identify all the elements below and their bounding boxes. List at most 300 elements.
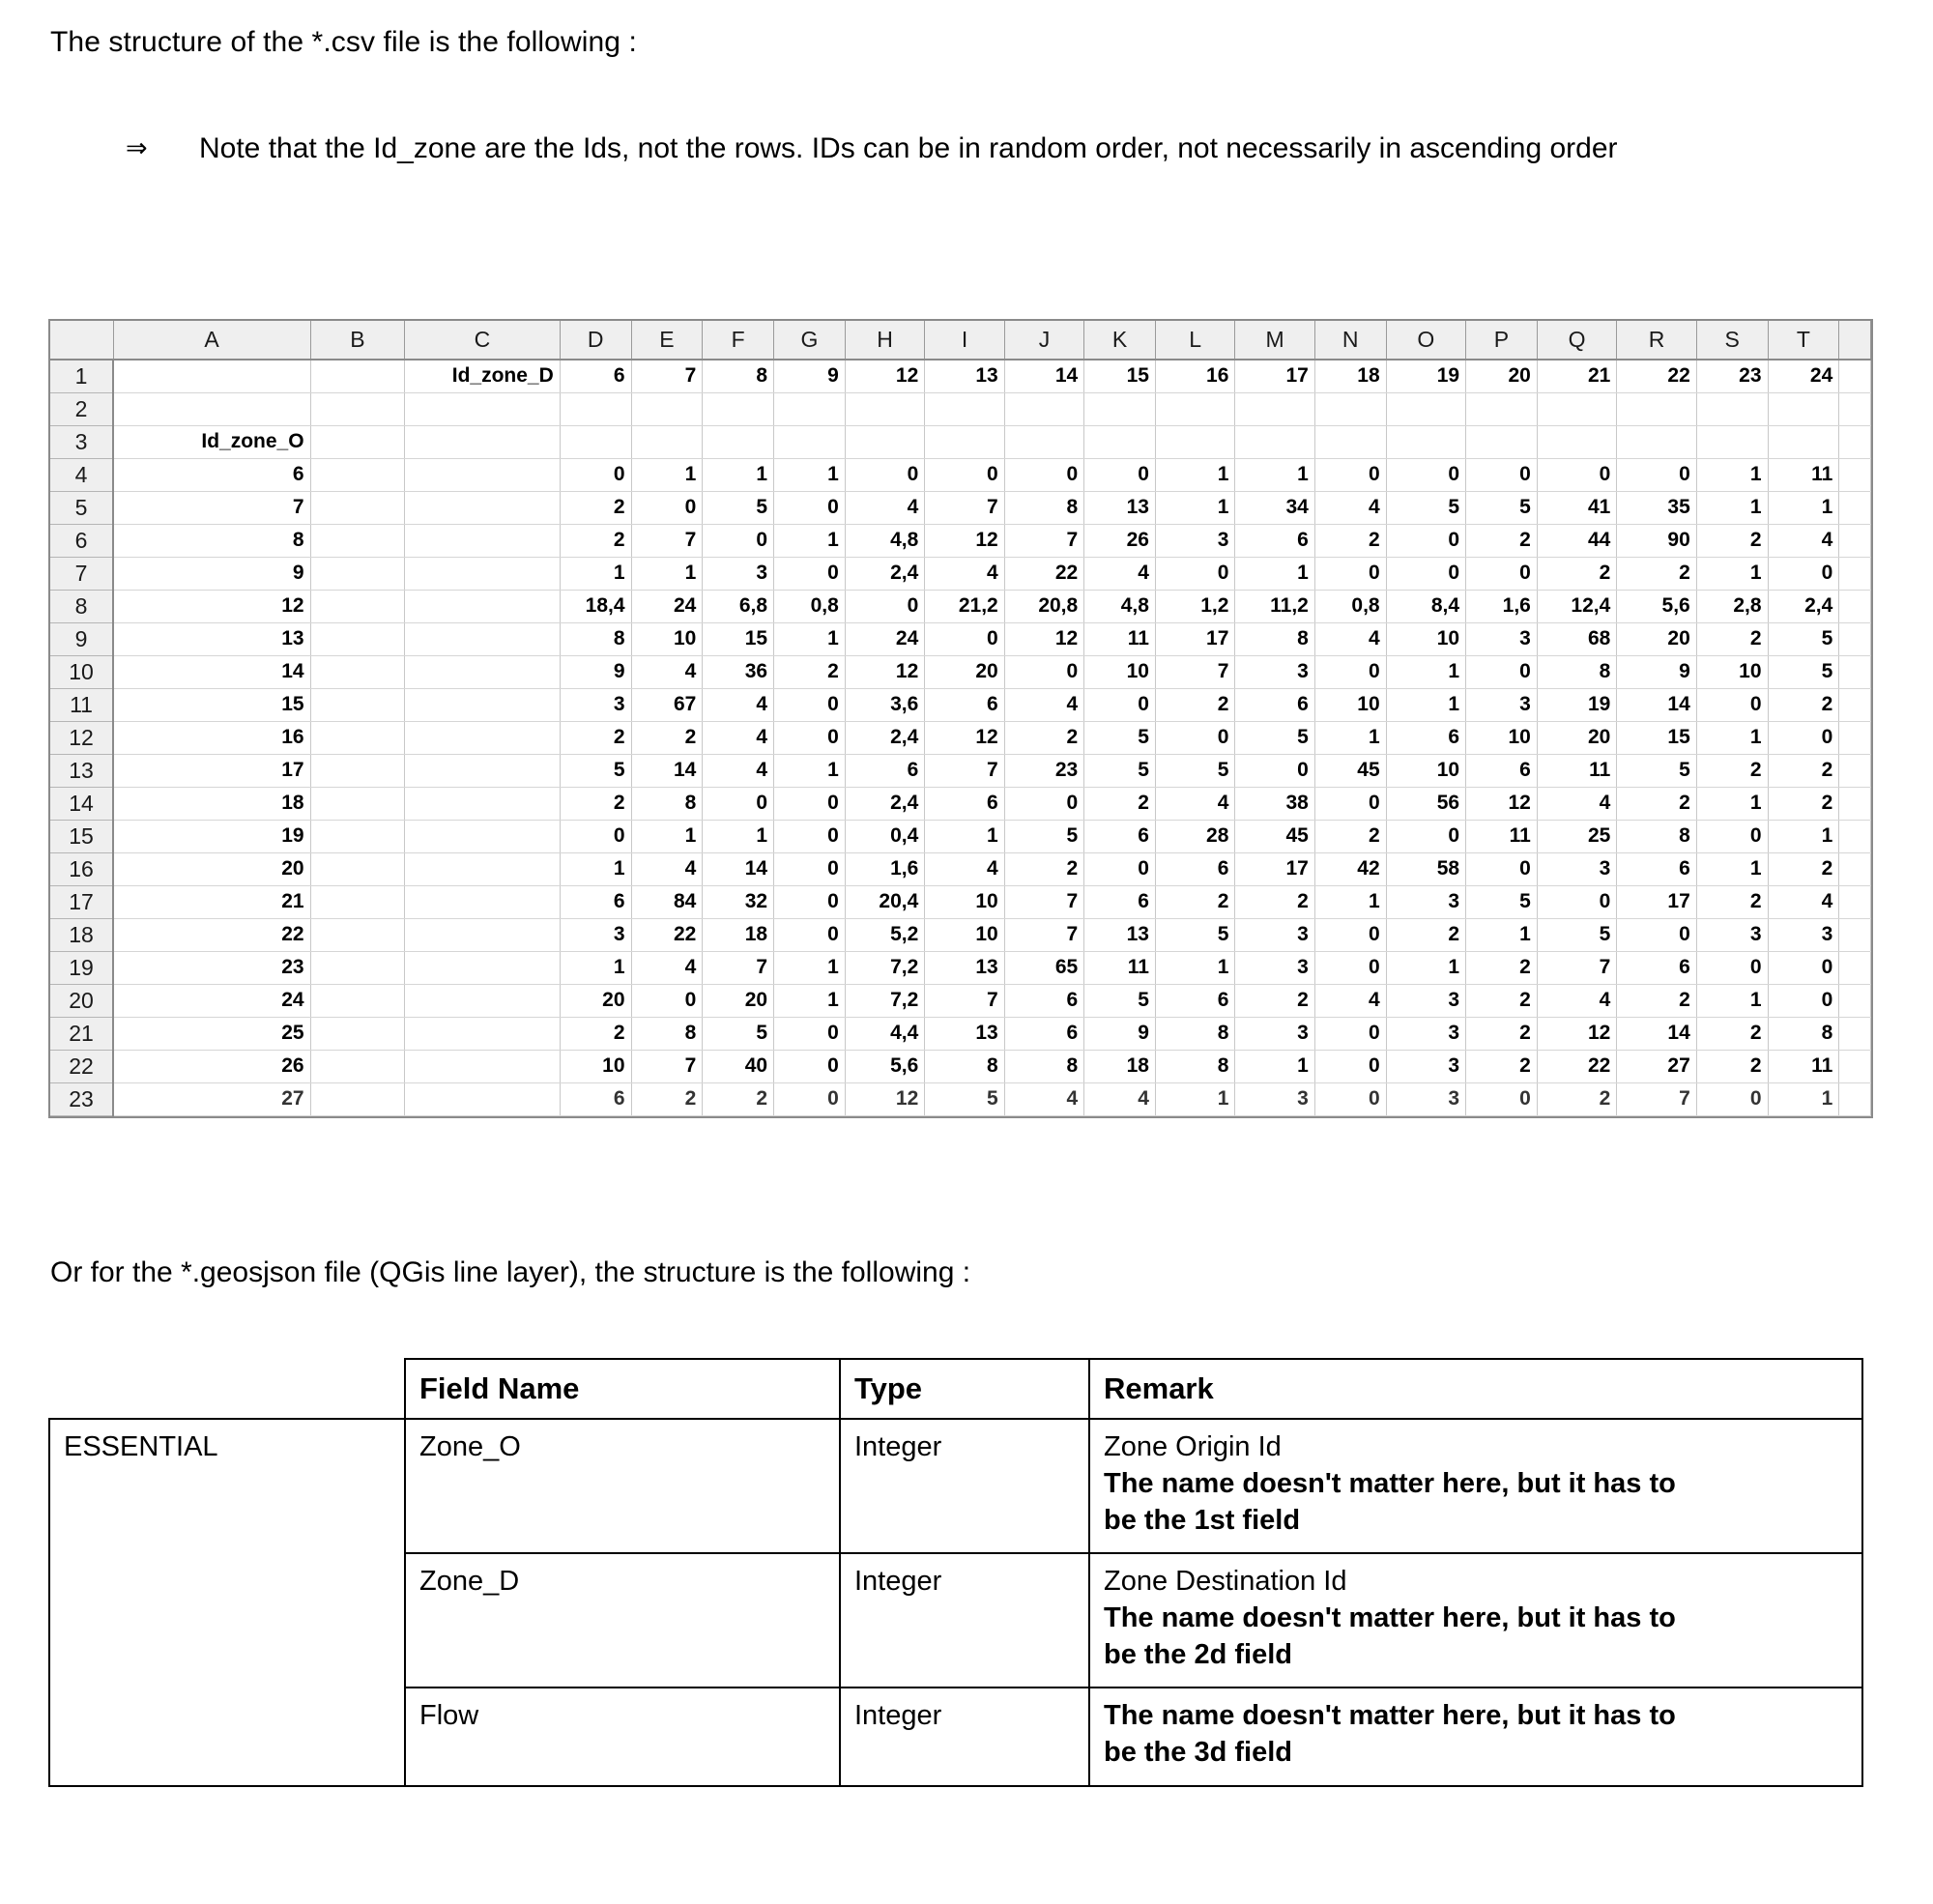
cell-S2[interactable] xyxy=(1696,392,1768,425)
cell-D6[interactable]: 2 xyxy=(560,524,631,557)
cell-N21[interactable]: 0 xyxy=(1314,1017,1386,1050)
cell-K11[interactable]: 0 xyxy=(1084,688,1156,721)
cell-overflow-18[interactable] xyxy=(1839,918,1871,951)
cell-J5[interactable]: 8 xyxy=(1004,491,1083,524)
cell-overflow-12[interactable] xyxy=(1839,721,1871,754)
cell-K1[interactable]: 15 xyxy=(1084,360,1156,392)
cell-N23[interactable]: 0 xyxy=(1314,1082,1386,1115)
cell-R3[interactable] xyxy=(1617,425,1696,458)
cell-M22[interactable]: 1 xyxy=(1235,1050,1314,1082)
cell-J10[interactable]: 0 xyxy=(1004,655,1083,688)
cell-Q11[interactable]: 19 xyxy=(1537,688,1616,721)
cell-overflow-7[interactable] xyxy=(1839,557,1871,590)
row-header-12[interactable]: 12 xyxy=(50,721,113,754)
cell-P2[interactable] xyxy=(1466,392,1538,425)
cell-S12[interactable]: 1 xyxy=(1696,721,1768,754)
cell-L17[interactable]: 2 xyxy=(1155,885,1234,918)
cell-E11[interactable]: 67 xyxy=(631,688,703,721)
row-header-7[interactable]: 7 xyxy=(50,557,113,590)
cell-P19[interactable]: 2 xyxy=(1466,951,1538,984)
cell-H10[interactable]: 12 xyxy=(845,655,924,688)
cell-M6[interactable]: 6 xyxy=(1235,524,1314,557)
cell-M10[interactable]: 3 xyxy=(1235,655,1314,688)
cell-I15[interactable]: 1 xyxy=(925,820,1004,852)
cell-M20[interactable]: 2 xyxy=(1235,984,1314,1017)
cell-D3[interactable] xyxy=(560,425,631,458)
cell-P23[interactable]: 0 xyxy=(1466,1082,1538,1115)
cell-B16[interactable] xyxy=(310,852,405,885)
col-header-Q[interactable]: Q xyxy=(1537,321,1616,360)
cell-M19[interactable]: 3 xyxy=(1235,951,1314,984)
cell-O2[interactable] xyxy=(1386,392,1465,425)
cell-C12[interactable] xyxy=(405,721,561,754)
col-header-J[interactable]: J xyxy=(1004,321,1083,360)
cell-O18[interactable]: 2 xyxy=(1386,918,1465,951)
cell-N12[interactable]: 1 xyxy=(1314,721,1386,754)
cell-K8[interactable]: 4,8 xyxy=(1084,590,1156,622)
cell-J15[interactable]: 5 xyxy=(1004,820,1083,852)
cell-L4[interactable]: 1 xyxy=(1155,458,1234,491)
cell-O16[interactable]: 58 xyxy=(1386,852,1465,885)
col-header-B[interactable]: B xyxy=(310,321,405,360)
cell-M9[interactable]: 8 xyxy=(1235,622,1314,655)
cell-D16[interactable]: 1 xyxy=(560,852,631,885)
cell-T19[interactable]: 0 xyxy=(1768,951,1839,984)
cell-Q3[interactable] xyxy=(1537,425,1616,458)
cell-B14[interactable] xyxy=(310,787,405,820)
cell-E9[interactable]: 10 xyxy=(631,622,703,655)
cell-S23[interactable]: 0 xyxy=(1696,1082,1768,1115)
cell-Q12[interactable]: 20 xyxy=(1537,721,1616,754)
cell-F12[interactable]: 4 xyxy=(703,721,774,754)
cell-G10[interactable]: 2 xyxy=(774,655,846,688)
cell-O19[interactable]: 1 xyxy=(1386,951,1465,984)
cell-H20[interactable]: 7,2 xyxy=(845,984,924,1017)
cell-F16[interactable]: 14 xyxy=(703,852,774,885)
cell-A20[interactable]: 24 xyxy=(113,984,310,1017)
cell-B18[interactable] xyxy=(310,918,405,951)
cell-R12[interactable]: 15 xyxy=(1617,721,1696,754)
cell-S3[interactable] xyxy=(1696,425,1768,458)
cell-A18[interactable]: 22 xyxy=(113,918,310,951)
cell-N5[interactable]: 4 xyxy=(1314,491,1386,524)
cell-K7[interactable]: 4 xyxy=(1084,557,1156,590)
cell-E6[interactable]: 7 xyxy=(631,524,703,557)
cell-A4[interactable]: 6 xyxy=(113,458,310,491)
cell-L1[interactable]: 16 xyxy=(1155,360,1234,392)
cell-D17[interactable]: 6 xyxy=(560,885,631,918)
cell-S11[interactable]: 0 xyxy=(1696,688,1768,721)
cell-overflow-5[interactable] xyxy=(1839,491,1871,524)
col-header-S[interactable]: S xyxy=(1696,321,1768,360)
cell-T11[interactable]: 2 xyxy=(1768,688,1839,721)
row-header-2[interactable]: 2 xyxy=(50,392,113,425)
cell-G5[interactable]: 0 xyxy=(774,491,846,524)
cell-C7[interactable] xyxy=(405,557,561,590)
cell-I8[interactable]: 21,2 xyxy=(925,590,1004,622)
cell-L23[interactable]: 1 xyxy=(1155,1082,1234,1115)
cell-T7[interactable]: 0 xyxy=(1768,557,1839,590)
cell-N13[interactable]: 45 xyxy=(1314,754,1386,787)
cell-S21[interactable]: 2 xyxy=(1696,1017,1768,1050)
cell-I6[interactable]: 12 xyxy=(925,524,1004,557)
cell-L22[interactable]: 8 xyxy=(1155,1050,1234,1082)
cell-P16[interactable]: 0 xyxy=(1466,852,1538,885)
cell-B17[interactable] xyxy=(310,885,405,918)
cell-K14[interactable]: 2 xyxy=(1084,787,1156,820)
cell-J2[interactable] xyxy=(1004,392,1083,425)
cell-O17[interactable]: 3 xyxy=(1386,885,1465,918)
cell-P17[interactable]: 5 xyxy=(1466,885,1538,918)
cell-D19[interactable]: 1 xyxy=(560,951,631,984)
cell-R2[interactable] xyxy=(1617,392,1696,425)
cell-F22[interactable]: 40 xyxy=(703,1050,774,1082)
cell-I14[interactable]: 6 xyxy=(925,787,1004,820)
col-header-E[interactable]: E xyxy=(631,321,703,360)
cell-C18[interactable] xyxy=(405,918,561,951)
cell-L18[interactable]: 5 xyxy=(1155,918,1234,951)
cell-J22[interactable]: 8 xyxy=(1004,1050,1083,1082)
cell-C22[interactable] xyxy=(405,1050,561,1082)
cell-E16[interactable]: 4 xyxy=(631,852,703,885)
cell-H16[interactable]: 1,6 xyxy=(845,852,924,885)
cell-L8[interactable]: 1,2 xyxy=(1155,590,1234,622)
cell-R5[interactable]: 35 xyxy=(1617,491,1696,524)
cell-L7[interactable]: 0 xyxy=(1155,557,1234,590)
cell-C2[interactable] xyxy=(405,392,561,425)
cell-P21[interactable]: 2 xyxy=(1466,1017,1538,1050)
row-header-23[interactable]: 23 xyxy=(50,1082,113,1115)
cell-D18[interactable]: 3 xyxy=(560,918,631,951)
cell-S19[interactable]: 0 xyxy=(1696,951,1768,984)
cell-K20[interactable]: 5 xyxy=(1084,984,1156,1017)
cell-K19[interactable]: 11 xyxy=(1084,951,1156,984)
cell-I20[interactable]: 7 xyxy=(925,984,1004,1017)
col-header-overflow[interactable] xyxy=(1839,321,1871,360)
col-header-I[interactable]: I xyxy=(925,321,1004,360)
cell-B13[interactable] xyxy=(310,754,405,787)
cell-K12[interactable]: 5 xyxy=(1084,721,1156,754)
cell-P4[interactable]: 0 xyxy=(1466,458,1538,491)
cell-O6[interactable]: 0 xyxy=(1386,524,1465,557)
cell-L19[interactable]: 1 xyxy=(1155,951,1234,984)
cell-I5[interactable]: 7 xyxy=(925,491,1004,524)
row-header-4[interactable]: 4 xyxy=(50,458,113,491)
cell-A22[interactable]: 26 xyxy=(113,1050,310,1082)
cell-overflow-2[interactable] xyxy=(1839,392,1871,425)
cell-N3[interactable] xyxy=(1314,425,1386,458)
cell-M18[interactable]: 3 xyxy=(1235,918,1314,951)
cell-D9[interactable]: 8 xyxy=(560,622,631,655)
cell-E17[interactable]: 84 xyxy=(631,885,703,918)
cell-G9[interactable]: 1 xyxy=(774,622,846,655)
cell-C17[interactable] xyxy=(405,885,561,918)
cell-N19[interactable]: 0 xyxy=(1314,951,1386,984)
row-header-22[interactable]: 22 xyxy=(50,1050,113,1082)
cell-K18[interactable]: 13 xyxy=(1084,918,1156,951)
cell-overflow-3[interactable] xyxy=(1839,425,1871,458)
cell-N1[interactable]: 18 xyxy=(1314,360,1386,392)
cell-L16[interactable]: 6 xyxy=(1155,852,1234,885)
cell-B3[interactable] xyxy=(310,425,405,458)
cell-G2[interactable] xyxy=(774,392,846,425)
cell-O3[interactable] xyxy=(1386,425,1465,458)
cell-I12[interactable]: 12 xyxy=(925,721,1004,754)
cell-C15[interactable] xyxy=(405,820,561,852)
cell-K6[interactable]: 26 xyxy=(1084,524,1156,557)
cell-H1[interactable]: 12 xyxy=(845,360,924,392)
cell-F18[interactable]: 18 xyxy=(703,918,774,951)
cell-N11[interactable]: 10 xyxy=(1314,688,1386,721)
cell-H5[interactable]: 4 xyxy=(845,491,924,524)
cell-S13[interactable]: 2 xyxy=(1696,754,1768,787)
cell-D2[interactable] xyxy=(560,392,631,425)
cell-F2[interactable] xyxy=(703,392,774,425)
cell-L3[interactable] xyxy=(1155,425,1234,458)
cell-G6[interactable]: 1 xyxy=(774,524,846,557)
cell-overflow-15[interactable] xyxy=(1839,820,1871,852)
cell-H11[interactable]: 3,6 xyxy=(845,688,924,721)
cell-K13[interactable]: 5 xyxy=(1084,754,1156,787)
row-header-3[interactable]: 3 xyxy=(50,425,113,458)
cell-C1-id-zone-d-label[interactable]: Id_zone_D xyxy=(405,360,561,392)
cell-N8[interactable]: 0,8 xyxy=(1314,590,1386,622)
cell-M5[interactable]: 34 xyxy=(1235,491,1314,524)
cell-R19[interactable]: 6 xyxy=(1617,951,1696,984)
cell-Q1[interactable]: 21 xyxy=(1537,360,1616,392)
cell-T6[interactable]: 4 xyxy=(1768,524,1839,557)
cell-M7[interactable]: 1 xyxy=(1235,557,1314,590)
cell-J14[interactable]: 0 xyxy=(1004,787,1083,820)
cell-N18[interactable]: 0 xyxy=(1314,918,1386,951)
cell-K2[interactable] xyxy=(1084,392,1156,425)
cell-F3[interactable] xyxy=(703,425,774,458)
cell-D1[interactable]: 6 xyxy=(560,360,631,392)
cell-Q2[interactable] xyxy=(1537,392,1616,425)
cell-B23[interactable] xyxy=(310,1082,405,1115)
cell-O20[interactable]: 3 xyxy=(1386,984,1465,1017)
row-header-16[interactable]: 16 xyxy=(50,852,113,885)
cell-H15[interactable]: 0,4 xyxy=(845,820,924,852)
cell-C3[interactable] xyxy=(405,425,561,458)
cell-R8[interactable]: 5,6 xyxy=(1617,590,1696,622)
cell-I2[interactable] xyxy=(925,392,1004,425)
cell-M13[interactable]: 0 xyxy=(1235,754,1314,787)
cell-Q22[interactable]: 22 xyxy=(1537,1050,1616,1082)
cell-A3-id-zone-o-label[interactable]: Id_zone_O xyxy=(113,425,310,458)
row-header-6[interactable]: 6 xyxy=(50,524,113,557)
cell-H23[interactable]: 12 xyxy=(845,1082,924,1115)
cell-overflow-19[interactable] xyxy=(1839,951,1871,984)
cell-R15[interactable]: 8 xyxy=(1617,820,1696,852)
cell-B12[interactable] xyxy=(310,721,405,754)
cell-E3[interactable] xyxy=(631,425,703,458)
cell-H8[interactable]: 0 xyxy=(845,590,924,622)
row-header-21[interactable]: 21 xyxy=(50,1017,113,1050)
cell-R4[interactable]: 0 xyxy=(1617,458,1696,491)
cell-A12[interactable]: 16 xyxy=(113,721,310,754)
cell-S5[interactable]: 1 xyxy=(1696,491,1768,524)
cell-E4[interactable]: 1 xyxy=(631,458,703,491)
cell-P10[interactable]: 0 xyxy=(1466,655,1538,688)
cell-T12[interactable]: 0 xyxy=(1768,721,1839,754)
cell-I11[interactable]: 6 xyxy=(925,688,1004,721)
cell-R21[interactable]: 14 xyxy=(1617,1017,1696,1050)
cell-R22[interactable]: 27 xyxy=(1617,1050,1696,1082)
cell-A10[interactable]: 14 xyxy=(113,655,310,688)
cell-overflow-22[interactable] xyxy=(1839,1050,1871,1082)
cell-J4[interactable]: 0 xyxy=(1004,458,1083,491)
row-header-14[interactable]: 14 xyxy=(50,787,113,820)
cell-Q15[interactable]: 25 xyxy=(1537,820,1616,852)
cell-T3[interactable] xyxy=(1768,425,1839,458)
cell-D21[interactable]: 2 xyxy=(560,1017,631,1050)
cell-Q17[interactable]: 0 xyxy=(1537,885,1616,918)
cell-D22[interactable]: 10 xyxy=(560,1050,631,1082)
cell-G22[interactable]: 0 xyxy=(774,1050,846,1082)
cell-L13[interactable]: 5 xyxy=(1155,754,1234,787)
cell-J1[interactable]: 14 xyxy=(1004,360,1083,392)
cell-Q13[interactable]: 11 xyxy=(1537,754,1616,787)
cell-R7[interactable]: 2 xyxy=(1617,557,1696,590)
cell-R9[interactable]: 20 xyxy=(1617,622,1696,655)
cell-O4[interactable]: 0 xyxy=(1386,458,1465,491)
cell-overflow-11[interactable] xyxy=(1839,688,1871,721)
cell-Q8[interactable]: 12,4 xyxy=(1537,590,1616,622)
cell-M11[interactable]: 6 xyxy=(1235,688,1314,721)
col-header-D[interactable]: D xyxy=(560,321,631,360)
cell-O8[interactable]: 8,4 xyxy=(1386,590,1465,622)
cell-A9[interactable]: 13 xyxy=(113,622,310,655)
col-header-K[interactable]: K xyxy=(1084,321,1156,360)
cell-T2[interactable] xyxy=(1768,392,1839,425)
cell-K21[interactable]: 9 xyxy=(1084,1017,1156,1050)
cell-G7[interactable]: 0 xyxy=(774,557,846,590)
cell-P3[interactable] xyxy=(1466,425,1538,458)
cell-J8[interactable]: 20,8 xyxy=(1004,590,1083,622)
cell-T10[interactable]: 5 xyxy=(1768,655,1839,688)
cell-S16[interactable]: 1 xyxy=(1696,852,1768,885)
cell-N2[interactable] xyxy=(1314,392,1386,425)
cell-H4[interactable]: 0 xyxy=(845,458,924,491)
cell-N22[interactable]: 0 xyxy=(1314,1050,1386,1082)
cell-D20[interactable]: 20 xyxy=(560,984,631,1017)
col-header-T[interactable]: T xyxy=(1768,321,1839,360)
cell-J18[interactable]: 7 xyxy=(1004,918,1083,951)
cell-S20[interactable]: 1 xyxy=(1696,984,1768,1017)
cell-M16[interactable]: 17 xyxy=(1235,852,1314,885)
cell-E2[interactable] xyxy=(631,392,703,425)
cell-S9[interactable]: 2 xyxy=(1696,622,1768,655)
cell-S8[interactable]: 2,8 xyxy=(1696,590,1768,622)
cell-L10[interactable]: 7 xyxy=(1155,655,1234,688)
cell-H6[interactable]: 4,8 xyxy=(845,524,924,557)
cell-J11[interactable]: 4 xyxy=(1004,688,1083,721)
cell-R17[interactable]: 17 xyxy=(1617,885,1696,918)
cell-N17[interactable]: 1 xyxy=(1314,885,1386,918)
cell-overflow-13[interactable] xyxy=(1839,754,1871,787)
row-header-20[interactable]: 20 xyxy=(50,984,113,1017)
cell-M23[interactable]: 3 xyxy=(1235,1082,1314,1115)
cell-D15[interactable]: 0 xyxy=(560,820,631,852)
col-header-G[interactable]: G xyxy=(774,321,846,360)
cell-T15[interactable]: 1 xyxy=(1768,820,1839,852)
cell-B9[interactable] xyxy=(310,622,405,655)
cell-F10[interactable]: 36 xyxy=(703,655,774,688)
cell-Q19[interactable]: 7 xyxy=(1537,951,1616,984)
cell-E23[interactable]: 2 xyxy=(631,1082,703,1115)
cell-K15[interactable]: 6 xyxy=(1084,820,1156,852)
cell-T14[interactable]: 2 xyxy=(1768,787,1839,820)
cell-A17[interactable]: 21 xyxy=(113,885,310,918)
cell-B2[interactable] xyxy=(310,392,405,425)
cell-K16[interactable]: 0 xyxy=(1084,852,1156,885)
cell-P5[interactable]: 5 xyxy=(1466,491,1538,524)
row-header-19[interactable]: 19 xyxy=(50,951,113,984)
cell-F5[interactable]: 5 xyxy=(703,491,774,524)
cell-B11[interactable] xyxy=(310,688,405,721)
cell-D12[interactable]: 2 xyxy=(560,721,631,754)
cell-O12[interactable]: 6 xyxy=(1386,721,1465,754)
cell-G19[interactable]: 1 xyxy=(774,951,846,984)
cell-N9[interactable]: 4 xyxy=(1314,622,1386,655)
cell-overflow-21[interactable] xyxy=(1839,1017,1871,1050)
row-header-8[interactable]: 8 xyxy=(50,590,113,622)
cell-T16[interactable]: 2 xyxy=(1768,852,1839,885)
cell-T13[interactable]: 2 xyxy=(1768,754,1839,787)
cell-F8[interactable]: 6,8 xyxy=(703,590,774,622)
cell-M14[interactable]: 38 xyxy=(1235,787,1314,820)
cell-S14[interactable]: 1 xyxy=(1696,787,1768,820)
cell-M8[interactable]: 11,2 xyxy=(1235,590,1314,622)
cell-R11[interactable]: 14 xyxy=(1617,688,1696,721)
cell-P13[interactable]: 6 xyxy=(1466,754,1538,787)
row-header-9[interactable]: 9 xyxy=(50,622,113,655)
cell-K3[interactable] xyxy=(1084,425,1156,458)
col-header-R[interactable]: R xyxy=(1617,321,1696,360)
cell-D10[interactable]: 9 xyxy=(560,655,631,688)
cell-G11[interactable]: 0 xyxy=(774,688,846,721)
cell-Q4[interactable]: 0 xyxy=(1537,458,1616,491)
cell-C13[interactable] xyxy=(405,754,561,787)
cell-O21[interactable]: 3 xyxy=(1386,1017,1465,1050)
cell-A8[interactable]: 12 xyxy=(113,590,310,622)
cell-D5[interactable]: 2 xyxy=(560,491,631,524)
cell-B21[interactable] xyxy=(310,1017,405,1050)
cell-I22[interactable]: 8 xyxy=(925,1050,1004,1082)
cell-C11[interactable] xyxy=(405,688,561,721)
cell-I17[interactable]: 10 xyxy=(925,885,1004,918)
cell-C23[interactable] xyxy=(405,1082,561,1115)
cell-overflow-4[interactable] xyxy=(1839,458,1871,491)
cell-S18[interactable]: 3 xyxy=(1696,918,1768,951)
cell-F19[interactable]: 7 xyxy=(703,951,774,984)
cell-D23[interactable]: 6 xyxy=(560,1082,631,1115)
cell-overflow-9[interactable] xyxy=(1839,622,1871,655)
cell-C21[interactable] xyxy=(405,1017,561,1050)
cell-S17[interactable]: 2 xyxy=(1696,885,1768,918)
cell-O11[interactable]: 1 xyxy=(1386,688,1465,721)
row-header-1[interactable]: 1 xyxy=(50,360,113,392)
cell-O13[interactable]: 10 xyxy=(1386,754,1465,787)
cell-J17[interactable]: 7 xyxy=(1004,885,1083,918)
cell-E21[interactable]: 8 xyxy=(631,1017,703,1050)
cell-E18[interactable]: 22 xyxy=(631,918,703,951)
cell-O15[interactable]: 0 xyxy=(1386,820,1465,852)
cell-F4[interactable]: 1 xyxy=(703,458,774,491)
cell-F13[interactable]: 4 xyxy=(703,754,774,787)
cell-I21[interactable]: 13 xyxy=(925,1017,1004,1050)
